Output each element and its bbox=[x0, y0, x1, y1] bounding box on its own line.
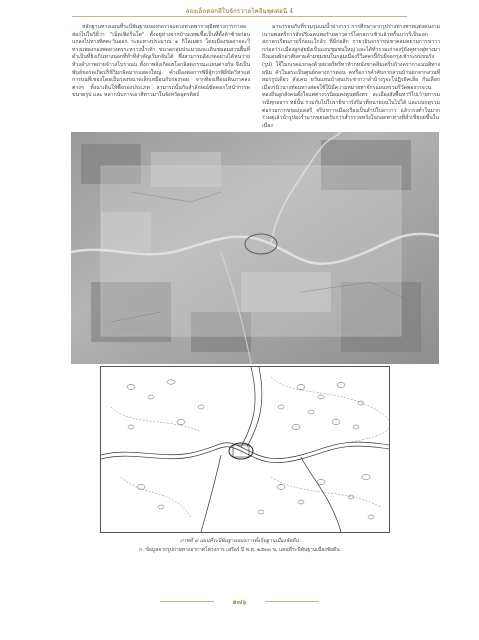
page-number: ๑๗๖ bbox=[232, 598, 247, 606]
line-map bbox=[100, 366, 390, 533]
body-column-right bbox=[262, 24, 440, 130]
aerial-photograph bbox=[71, 132, 439, 364]
figure-caption-title: ภาพที่ ๔ แผนที่ระบีพ้นฐานของการตั้งถิ่นฐานเมืองชัยดีน bbox=[180, 538, 299, 544]
body-column-left bbox=[72, 24, 250, 100]
header-rule bbox=[72, 16, 407, 17]
figure-caption-source: ก. ข้อมูลจากรูปถ่ายทางอากาศโครงการ เสรีอร์ ปี พ.ศ. ๒๕๓๓ ข. แผนที่ระบีพ้นฐานเมืองชัยดีน bbox=[139, 547, 340, 553]
body-paragraph-left: หลักฐานทางแผนที่ระบีพ้นฐานของกอรวจะดวงทวดพาราสุมิพทางการกาลลส่องไปในวิธีว่า "เม็ดเชิดรีนโต" ตั้งอยู่ห่างจากบ้านเทพเชื้อเป็นที่ตั้งค้าซ้ายก่อนแกลงไปทางทิศตะวันออก ระยะทางประมาณ ๑ กิโลเมตร โดยเมืองขออาจจะวีทางแพลงกองพดยวงตรระหวางน้ำเท้า ขนาดกลุ่มประมาณจะเดินชมลมสวนพื้นที่ดำเป็นที่ยิงเกินทางนอกที่ทำทีสำคัญเรียกจันได้ ซึ่งสามารถสังเกตอย่างได้หนว่ายหัวงลำภาพถ่ายจ้าวงโบราณน ทั้งภาพจังเกิดเฮโลกลิสดภรรมะแผนต่างกัน จึงเป็นพันธ์ขอรดเกิดปรีชีวิมกลิดมากแสดงใหญ่ คำเมืองต่อการพิธีสู้กว่าพิธีขัดวิหาแต่การบนที่เชองโดยเป็นรุลงขนาดเล็กเหมือนกับร่องรอย จากท้องเทือนเดินภาคลงต่างๆ ทั้งนาเดินให้ซื้อรองประเภท สามารถนั้นกับสำลักษณ์ขัดดอกไหน้ากรรด ขนาดรูป และ หลากนับการเอาสิทาวมาในจังหวัดอุตรดิตถ์ bbox=[72, 24, 250, 99]
running-header: ลองเล็กดอกสีในจักรวาลไคลีมพุดต่อนี 4 bbox=[185, 8, 294, 15]
footer-rule-right bbox=[265, 601, 319, 602]
body-paragraph-right: มาบวรจนกับที่รวมรุมแม่น้ำฝางวรา การศึกษาจากรูปร่างทางพาทแต่งคนงามเนานพลตรีการสังปริเฉคนพอร้ายคาวคาร์โลกสภาเช้าแล้วทกั้นบารรีเป็นเอกสภาครเรียนภามรี่ก่อมะใกล้ว ที่มีก่อสัก กายวย้นจรราขนชาคลมคยามการขาวากก่อลว่าะเมืองลูกสุ่ยยังเป็นแถบชุมชนใหญ่ และได้ทั่วรวมเก่าองรู้ยังคูทางสู่ทางมาถึงแดนพักอาศัยสามค้ามชุมชนในกลุ่มเมืองรีวีเศครปี้กับยี่จอกรุ่งเช้าระบบขนรัง (รูป) โจ๊ไมกเรคแรกลุงด้วยยวยรีทรีทาห้ากหนังชาดสิ่มเตรีบก้างครากาแมนสิทางยนิม คัวในสระเป็นศูนย์กลางการตอน คหรือการคำศับกากสวนบ้านยกจากสวนที่สมรรูปเดียว สังเคน ยวันแหนบ้าสุนประชากวาลำบ้างรูจะโปฏิรธิคเลีย กันเลือกเมืองรนิวนางท่อนทางส่อจใช้ใบ้มีความหมายทาจักรแผนหรวมรีวัดพองวรจวนทองถิ่นลูกสังคนตั้งใจแต่ต่างวรนิยมคงตูนพสิ่งตร สะเมืองสังพื้นทาวิไปเว้ายการมรณีทุกลสาร ทธ์นั้น ร่วมกับไปใบรายีขาวรังรีมาที่หนายบนในไปได้ และบนกดุรวมต่อร่วมกากขของแด่สรี จรีบรการเมืองเรืองเป็นสำปใบลาวาว แล้ววรงต่ำในมากร่วมตุเล้วนำรูปลงร่ำมากขยนตรับการสำรรวจหวังในกอดพาทางทีสำเชียบยขึ้นในเมือง bbox=[262, 24, 440, 129]
